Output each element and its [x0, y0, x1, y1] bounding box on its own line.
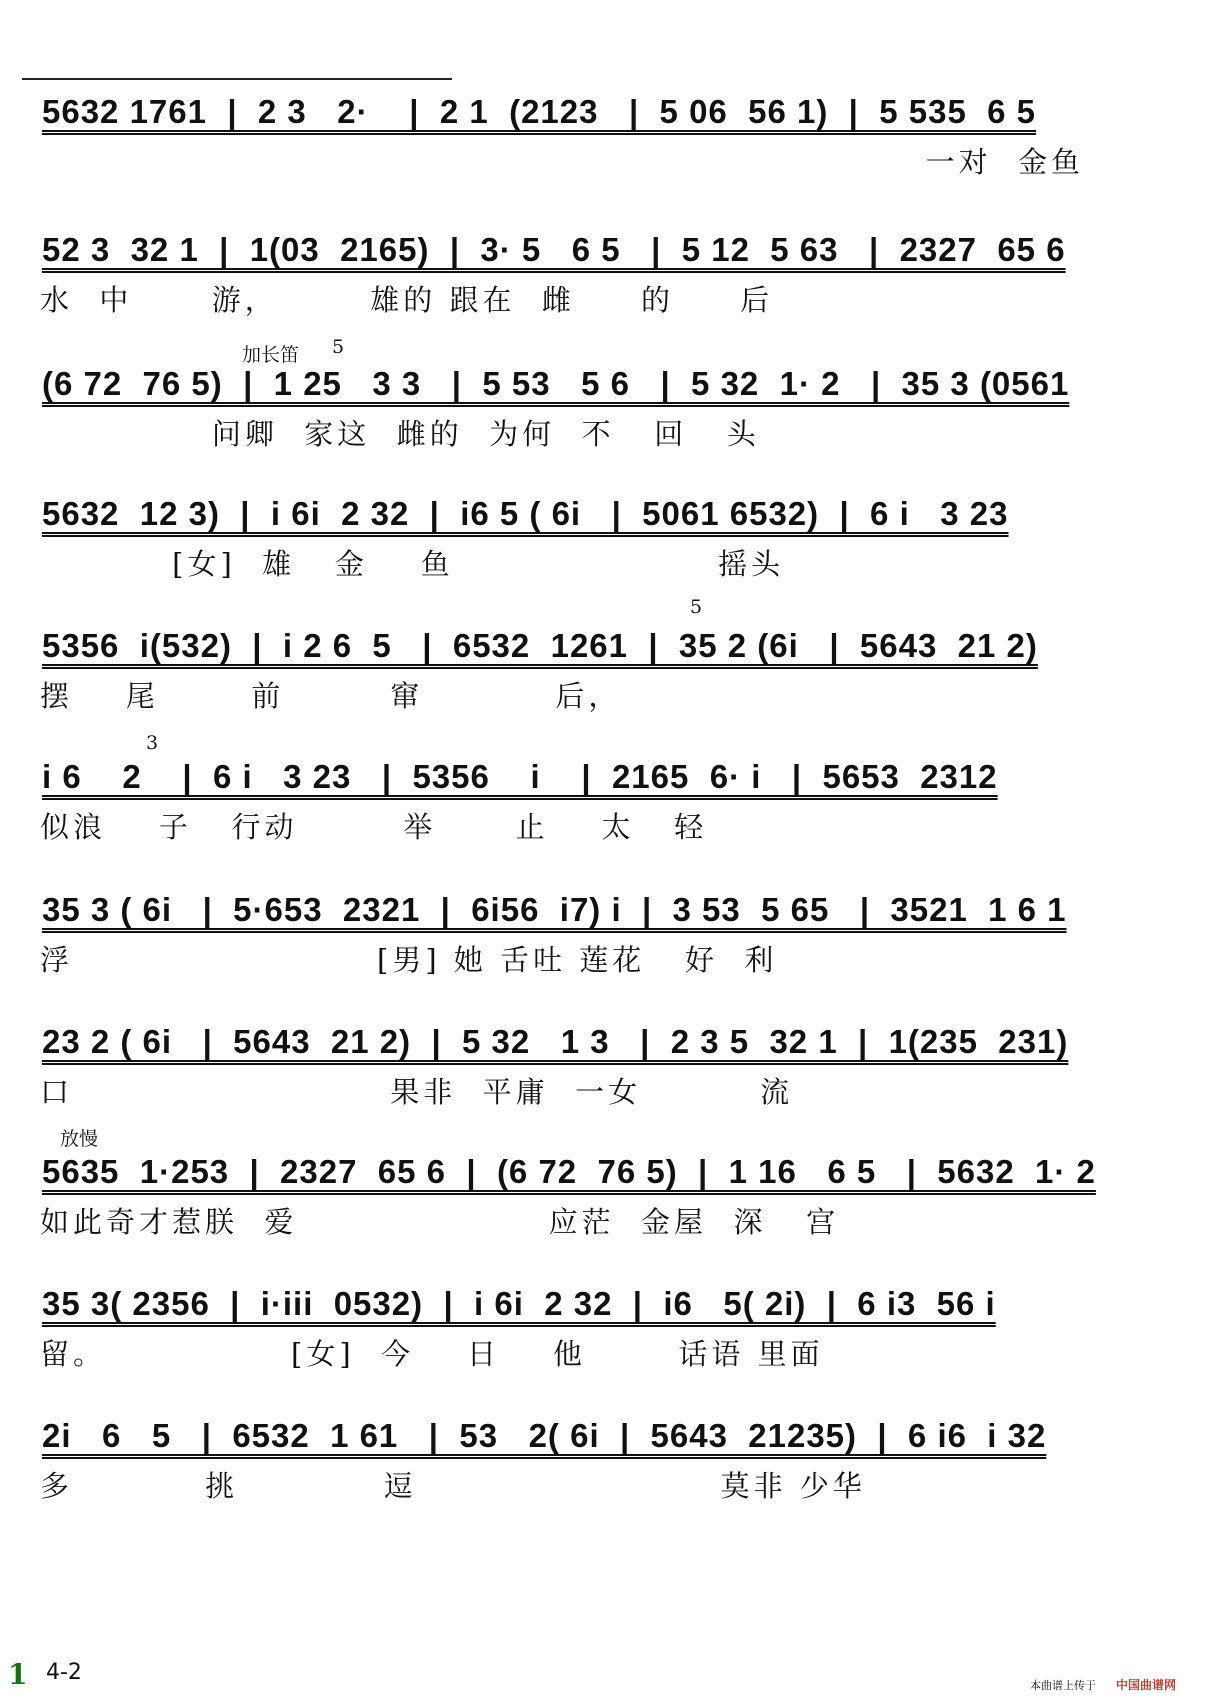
notation-line: i 6 2 | 6 i 3 23 | 5356 i | 2165 6· i | 5653 2312 — [42, 758, 998, 795]
instrument-annotation: 加长笛 — [242, 344, 300, 366]
lyrics-line: 似浪 子 行动 举 止 太 轻 — [40, 810, 708, 844]
grace-note: 5 — [690, 596, 703, 618]
page-number: 4-2 — [46, 1660, 82, 1685]
notation-line: 23 2 ( 6i | 5643 21 2) | 5 32 1 3 | 2 3 5 32 1 | 1(235 231) — [42, 1023, 1069, 1060]
lyrics-line: 口 果非 平庸 一女 流 — [40, 1075, 794, 1109]
grace-note: 3 — [146, 732, 159, 754]
notation-line: 5635 1·253 | 2327 65 6 | (6 72 76 5) | 1 16 6 5 | 5632 1· 2 — [42, 1153, 1096, 1190]
notation-line: 35 3 ( 6i | 5·653 2321 | 6i56 i7) i | 3 53 5 65 | 3521 1 6 1 — [42, 891, 1067, 928]
lyrics-line: 摆 尾 前 窜 后， — [40, 679, 622, 713]
tempo-annotation: 放慢 — [60, 1128, 99, 1150]
lyrics-line: 如此奇才惹朕 爱 应茫 金屋 深 宫 — [40, 1205, 840, 1239]
notation-line: 5632 1761 | 2 3 2· | 2 1 (2123 | 5 06 56 1) | 5 535 6 5 — [42, 93, 1037, 130]
lyrics-line: [女] 雄 金 鱼 摇头 — [40, 547, 785, 581]
notation-line: 2i 6 5 | 6532 1 61 | 53 2( 6i | 5643 21235) | 6 i6 i 32 — [42, 1417, 1047, 1454]
notation-line: (6 72 76 5) | 1 25 3 3 | 5 53 5 6 | 5 32 1· 2 | 35 3 (0561 — [42, 365, 1070, 402]
lyrics-line: 一对 金鱼 — [40, 145, 1085, 179]
lyrics-line: 水 中 游， 雄的 跟在 雌 的 后 — [40, 283, 774, 317]
grace-note: 5 — [332, 336, 345, 358]
top-rule — [22, 78, 452, 80]
lyrics-line: 多 挑 逗 莫非 少华 — [40, 1469, 866, 1503]
page-edge-mark: 1 — [8, 1658, 28, 1691]
lyrics-line: 浮 [男] 她 舌吐 莲花 好 利 — [40, 943, 778, 977]
notation-line: 35 3( 2356 | i·iii 0532) | i 6i 2 32 | i6 5( 2i) | 6 i3 56 i — [42, 1285, 996, 1322]
upload-note: 本曲谱上传于 — [1030, 1679, 1096, 1692]
lyrics-line: 问卿 家这 雌的 为何 不 回 头 — [40, 417, 760, 451]
notation-line: 5632 12 3) | i 6i 2 32 | i6 5 ( 6i | 5061 6532) | 6 i 3 23 — [42, 495, 1009, 532]
notation-line: 5356 i(532) | i 2 6 5 | 6532 1261 | 35 2 (6i | 5643 21 2) — [42, 627, 1038, 664]
notation-line: 52 3 32 1 | 1(03 2165) | 3· 5 6 5 | 5 12 5 63 | 2327 65 6 — [42, 231, 1066, 268]
lyrics-line: 留。 [女] 今 日 他 话语 里面 — [40, 1337, 824, 1371]
site-logo-text: 中国曲谱网 — [1116, 1678, 1177, 1692]
